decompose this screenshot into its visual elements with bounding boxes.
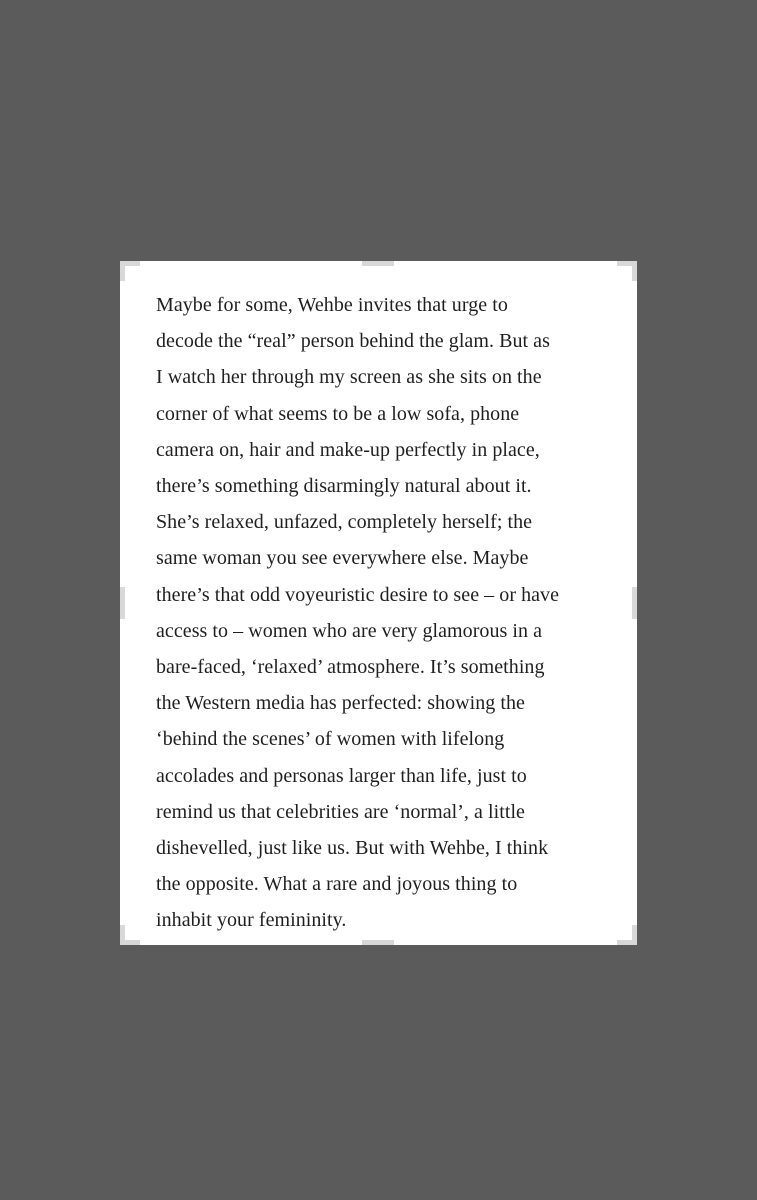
crop-corner-handle-bottom-left-icon[interactable]	[120, 925, 140, 945]
crop-edge-handle-top-icon[interactable]	[362, 261, 394, 266]
crop-corner-handle-bottom-right-icon[interactable]	[617, 925, 637, 945]
crop-corner-handle-top-left-icon[interactable]	[120, 261, 140, 281]
crop-frame[interactable]	[120, 261, 637, 945]
crop-corner-handle-top-right-icon[interactable]	[617, 261, 637, 281]
crop-edge-handle-bottom-icon[interactable]	[362, 940, 394, 945]
crop-edge-handle-right-icon[interactable]	[632, 587, 637, 619]
crop-card	[120, 261, 637, 945]
crop-edge-handle-left-icon[interactable]	[120, 587, 125, 619]
body-paragraph: Maybe for some, Wehbe invites that urge to decode the “real” person behind the glam. But as I watch her through my screen as she sits on the corner of what seems to be a low sofa, phone camera on, hair and make-up perfectly in place, there’s something disarmingly natural about it. She’s relaxed, unfazed, completely herself; the same woman you see everywhere else. Maybe there’s that odd voyeuristic desire to see – or have access to – women who are very glamorous in a bare-faced, ‘relaxed’ atmosphere. It’s something the Western media has perfected: showing the ‘behind the scenes’ of women with lifelong accolades and personas larger than life, just to remind us that celebrities are ‘normal’, a little dishevelled, just like us. But with Wehbe, I think the opposite. What a rare and joyous thing to inhabit your femininity.	[156, 294, 560, 932]
